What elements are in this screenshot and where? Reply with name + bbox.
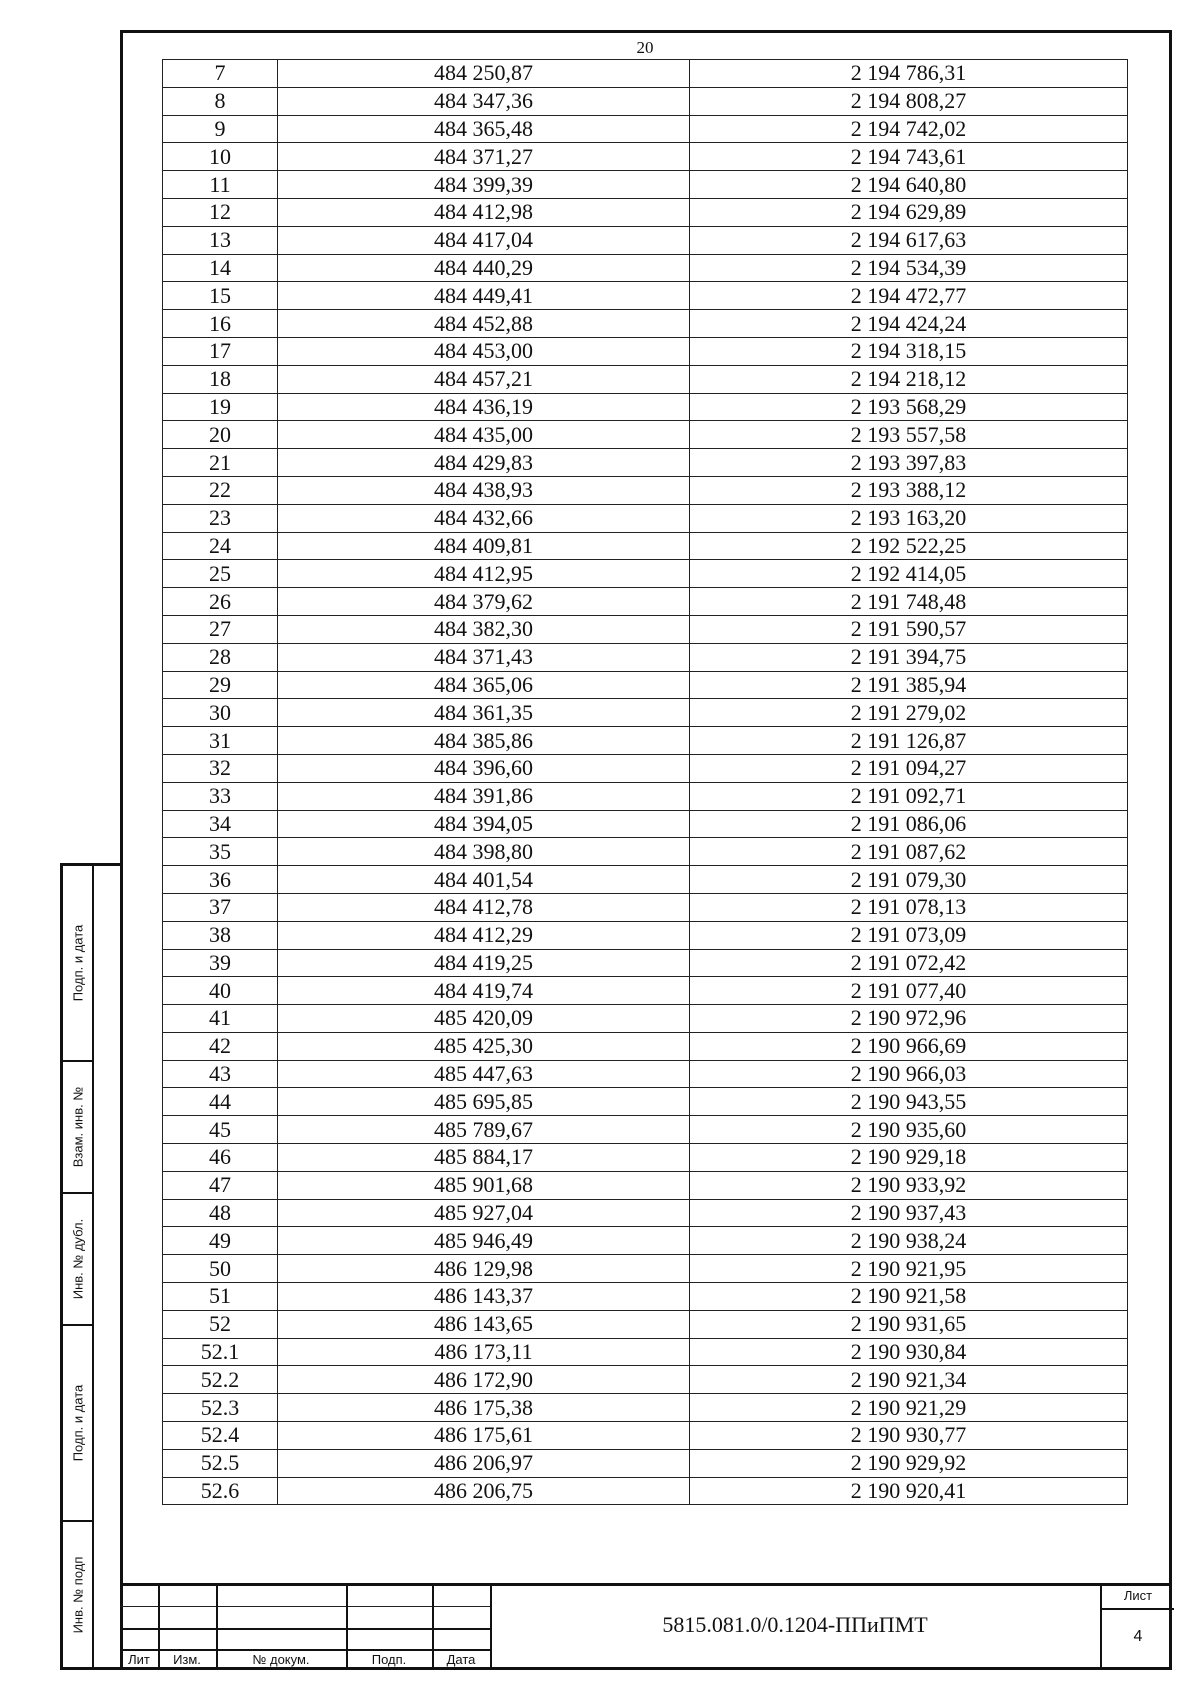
x-coordinate-cell: 484 429,83 <box>278 449 690 477</box>
header-date: Дата <box>446 1652 476 1667</box>
point-number-cell: 44 <box>163 1088 278 1116</box>
point-number-cell: 52.2 <box>163 1366 278 1394</box>
point-number-cell: 52.5 <box>163 1449 278 1477</box>
y-coordinate-cell: 2 193 568,29 <box>690 393 1128 421</box>
y-coordinate-cell: 2 193 388,12 <box>690 476 1128 504</box>
header-signature: Подп. <box>371 1652 407 1667</box>
x-coordinate-cell: 485 884,17 <box>278 1144 690 1172</box>
point-number-cell: 50 <box>163 1255 278 1283</box>
y-coordinate-cell: 2 192 414,05 <box>690 560 1128 588</box>
coordinates-table-body <box>163 60 1128 1505</box>
x-coordinate-cell: 484 419,74 <box>278 977 690 1005</box>
title-block <box>120 1583 1172 1670</box>
point-number-cell: 28 <box>163 643 278 671</box>
header-lit: Лит <box>128 1652 150 1667</box>
point-number-cell: 7 <box>163 60 278 88</box>
point-number-cell: 10 <box>163 143 278 171</box>
x-coordinate-cell: 484 435,00 <box>278 421 690 449</box>
point-number-cell: 40 <box>163 977 278 1005</box>
y-coordinate-cell: 2 194 424,24 <box>690 310 1128 338</box>
y-coordinate-cell: 2 190 943,55 <box>690 1088 1128 1116</box>
y-coordinate-cell: 2 190 931,65 <box>690 1310 1128 1338</box>
title-block-row-line <box>120 1649 490 1651</box>
table-row <box>163 1199 1128 1227</box>
x-coordinate-cell: 485 789,67 <box>278 1116 690 1144</box>
table-row <box>163 1032 1128 1060</box>
table-row <box>163 198 1128 226</box>
table-row <box>163 60 1128 88</box>
x-coordinate-cell: 484 250,87 <box>278 60 690 88</box>
point-number-cell: 19 <box>163 393 278 421</box>
point-number-cell: 45 <box>163 1116 278 1144</box>
y-coordinate-cell: 2 190 933,92 <box>690 1171 1128 1199</box>
y-coordinate-cell: 2 190 935,60 <box>690 1116 1128 1144</box>
x-coordinate-cell: 484 409,81 <box>278 532 690 560</box>
x-coordinate-cell: 484 379,62 <box>278 588 690 616</box>
x-coordinate-cell: 486 173,11 <box>278 1338 690 1366</box>
y-coordinate-cell: 2 191 092,71 <box>690 782 1128 810</box>
table-row <box>163 282 1128 310</box>
y-coordinate-cell: 2 190 921,29 <box>690 1394 1128 1422</box>
x-coordinate-cell: 485 901,68 <box>278 1171 690 1199</box>
y-coordinate-cell: 2 191 094,27 <box>690 754 1128 782</box>
title-block-row-line <box>120 1628 490 1630</box>
y-coordinate-cell: 2 190 966,03 <box>690 1060 1128 1088</box>
x-coordinate-cell: 484 361,35 <box>278 699 690 727</box>
point-number-cell: 49 <box>163 1227 278 1255</box>
point-number-cell: 48 <box>163 1199 278 1227</box>
table-row <box>163 921 1128 949</box>
table-row <box>163 1449 1128 1477</box>
point-number-cell: 25 <box>163 560 278 588</box>
table-row <box>163 1227 1128 1255</box>
y-coordinate-cell: 2 194 318,15 <box>690 337 1128 365</box>
x-coordinate-cell: 486 175,61 <box>278 1422 690 1450</box>
side-stamp <box>60 863 120 1670</box>
table-row <box>163 1171 1128 1199</box>
y-coordinate-cell: 2 190 937,43 <box>690 1199 1128 1227</box>
x-coordinate-cell: 486 172,90 <box>278 1366 690 1394</box>
x-coordinate-cell: 484 412,98 <box>278 198 690 226</box>
x-coordinate-cell: 484 385,86 <box>278 727 690 755</box>
table-row <box>163 699 1128 727</box>
table-row <box>163 1310 1128 1338</box>
y-coordinate-cell: 2 190 938,24 <box>690 1227 1128 1255</box>
sheet-box <box>1100 1586 1174 1670</box>
point-number-cell: 12 <box>163 198 278 226</box>
x-coordinate-cell: 484 396,60 <box>278 754 690 782</box>
x-coordinate-cell: 484 371,43 <box>278 643 690 671</box>
x-coordinate-cell: 484 412,95 <box>278 560 690 588</box>
header-change: Изм. <box>173 1652 201 1667</box>
point-number-cell: 52.4 <box>163 1422 278 1450</box>
side-label: Подп. и дата <box>70 924 86 1002</box>
point-number-cell: 18 <box>163 365 278 393</box>
table-row <box>163 365 1128 393</box>
table-row <box>163 754 1128 782</box>
side-stamp-divider <box>92 866 94 1667</box>
side-label: Инв. № дубл. <box>70 1218 86 1300</box>
y-coordinate-cell: 2 191 385,94 <box>690 671 1128 699</box>
x-coordinate-cell: 485 695,85 <box>278 1088 690 1116</box>
coordinates-table <box>162 59 1128 1505</box>
table-row <box>163 1338 1128 1366</box>
title-block-row-line <box>120 1606 490 1607</box>
y-coordinate-cell: 2 191 394,75 <box>690 643 1128 671</box>
point-number-cell: 31 <box>163 727 278 755</box>
table-row <box>163 1422 1128 1450</box>
point-number-cell: 29 <box>163 671 278 699</box>
y-coordinate-cell: 2 191 086,06 <box>690 810 1128 838</box>
x-coordinate-cell: 486 206,97 <box>278 1449 690 1477</box>
y-coordinate-cell: 2 190 930,77 <box>690 1422 1128 1450</box>
y-coordinate-cell: 2 190 921,34 <box>690 1366 1128 1394</box>
table-row <box>163 977 1128 1005</box>
x-coordinate-cell: 485 927,04 <box>278 1199 690 1227</box>
x-coordinate-cell: 484 453,00 <box>278 337 690 365</box>
table-row <box>163 421 1128 449</box>
y-coordinate-cell: 2 190 920,41 <box>690 1477 1128 1505</box>
x-coordinate-cell: 484 419,25 <box>278 949 690 977</box>
point-number-cell: 24 <box>163 532 278 560</box>
table-row <box>163 727 1128 755</box>
y-coordinate-cell: 2 194 617,63 <box>690 226 1128 254</box>
point-number-cell: 20 <box>163 421 278 449</box>
table-row <box>163 1060 1128 1088</box>
side-cell-original-inv <box>63 1522 93 1670</box>
y-coordinate-cell: 2 194 640,80 <box>690 171 1128 199</box>
x-coordinate-cell: 484 391,86 <box>278 782 690 810</box>
point-number-cell: 52 <box>163 1310 278 1338</box>
table-row <box>163 504 1128 532</box>
table-row <box>163 393 1128 421</box>
table-row <box>163 337 1128 365</box>
y-coordinate-cell: 2 190 921,95 <box>690 1255 1128 1283</box>
point-number-cell: 11 <box>163 171 278 199</box>
table-row <box>163 949 1128 977</box>
point-number-cell: 43 <box>163 1060 278 1088</box>
y-coordinate-cell: 2 194 534,39 <box>690 254 1128 282</box>
table-row <box>163 115 1128 143</box>
table-row <box>163 615 1128 643</box>
x-coordinate-cell: 484 365,06 <box>278 671 690 699</box>
x-coordinate-cell: 484 417,04 <box>278 226 690 254</box>
sheet-label: Лист <box>1123 1588 1153 1603</box>
table-row <box>163 476 1128 504</box>
table-row <box>163 1255 1128 1283</box>
x-coordinate-cell: 484 398,80 <box>278 838 690 866</box>
y-coordinate-cell: 2 191 078,13 <box>690 893 1128 921</box>
table-row <box>163 866 1128 894</box>
y-coordinate-cell: 2 190 930,84 <box>690 1338 1128 1366</box>
y-coordinate-cell: 2 191 279,02 <box>690 699 1128 727</box>
y-coordinate-cell: 2 190 966,69 <box>690 1032 1128 1060</box>
y-coordinate-cell: 2 191 087,62 <box>690 838 1128 866</box>
point-number-cell: 21 <box>163 449 278 477</box>
table-row <box>163 254 1128 282</box>
table-row <box>163 1116 1128 1144</box>
point-number-cell: 42 <box>163 1032 278 1060</box>
side-label: Взам. инв. № <box>70 1086 86 1168</box>
table-row <box>163 560 1128 588</box>
side-label: Подп. и дата <box>70 1384 86 1462</box>
table-row <box>163 143 1128 171</box>
point-number-cell: 41 <box>163 1005 278 1033</box>
table-row <box>163 226 1128 254</box>
y-coordinate-cell: 2 191 072,42 <box>690 949 1128 977</box>
y-coordinate-cell: 2 191 079,30 <box>690 866 1128 894</box>
table-row <box>163 449 1128 477</box>
table-row <box>163 643 1128 671</box>
x-coordinate-cell: 484 452,88 <box>278 310 690 338</box>
x-coordinate-cell: 484 432,66 <box>278 504 690 532</box>
x-coordinate-cell: 484 365,48 <box>278 115 690 143</box>
table-row <box>163 782 1128 810</box>
table-row <box>163 310 1128 338</box>
table-row <box>163 87 1128 115</box>
point-number-cell: 35 <box>163 838 278 866</box>
y-coordinate-cell: 2 190 972,96 <box>690 1005 1128 1033</box>
x-coordinate-cell: 484 436,19 <box>278 393 690 421</box>
table-row <box>163 893 1128 921</box>
y-coordinate-cell: 2 194 742,02 <box>690 115 1128 143</box>
side-cell-replace-inv <box>63 1062 93 1194</box>
side-cell-sign-date-1 <box>63 866 93 1062</box>
x-coordinate-cell: 486 143,37 <box>278 1283 690 1311</box>
point-number-cell: 13 <box>163 226 278 254</box>
point-number-cell: 36 <box>163 866 278 894</box>
table-row <box>163 532 1128 560</box>
x-coordinate-cell: 484 457,21 <box>278 365 690 393</box>
x-coordinate-cell: 484 438,93 <box>278 476 690 504</box>
y-coordinate-cell: 2 191 590,57 <box>690 615 1128 643</box>
y-coordinate-cell: 2 194 472,77 <box>690 282 1128 310</box>
point-number-cell: 39 <box>163 949 278 977</box>
point-number-cell: 23 <box>163 504 278 532</box>
y-coordinate-cell: 2 193 163,20 <box>690 504 1128 532</box>
point-number-cell: 9 <box>163 115 278 143</box>
point-number-cell: 52.1 <box>163 1338 278 1366</box>
header-doc-number: № докум. <box>252 1652 310 1667</box>
y-coordinate-cell: 2 194 218,12 <box>690 365 1128 393</box>
side-label: Инв. № подп <box>70 1556 86 1634</box>
y-coordinate-cell: 2 191 126,87 <box>690 727 1128 755</box>
x-coordinate-cell: 486 206,75 <box>278 1477 690 1505</box>
x-coordinate-cell: 484 412,78 <box>278 893 690 921</box>
table-row <box>163 588 1128 616</box>
x-coordinate-cell: 484 382,30 <box>278 615 690 643</box>
x-coordinate-cell: 485 447,63 <box>278 1060 690 1088</box>
x-coordinate-cell: 485 420,09 <box>278 1005 690 1033</box>
y-coordinate-cell: 2 194 808,27 <box>690 87 1128 115</box>
y-coordinate-cell: 2 191 748,48 <box>690 588 1128 616</box>
y-coordinate-cell: 2 194 786,31 <box>690 60 1128 88</box>
table-row <box>163 1366 1128 1394</box>
x-coordinate-cell: 484 394,05 <box>278 810 690 838</box>
table-row <box>163 171 1128 199</box>
table-row <box>163 838 1128 866</box>
y-coordinate-cell: 2 194 629,89 <box>690 198 1128 226</box>
point-number-cell: 52.3 <box>163 1394 278 1422</box>
x-coordinate-cell: 484 399,39 <box>278 171 690 199</box>
x-coordinate-cell: 484 440,29 <box>278 254 690 282</box>
y-coordinate-cell: 2 190 921,58 <box>690 1283 1128 1311</box>
table-row <box>163 1394 1128 1422</box>
y-coordinate-cell: 2 190 929,92 <box>690 1449 1128 1477</box>
table-row <box>163 1477 1128 1505</box>
x-coordinate-cell: 484 371,27 <box>278 143 690 171</box>
table-row <box>163 1005 1128 1033</box>
point-number-cell: 46 <box>163 1144 278 1172</box>
point-number-cell: 27 <box>163 615 278 643</box>
point-number-cell: 32 <box>163 754 278 782</box>
point-number-cell: 17 <box>163 337 278 365</box>
y-coordinate-cell: 2 192 522,25 <box>690 532 1128 560</box>
point-number-cell: 47 <box>163 1171 278 1199</box>
point-number-cell: 26 <box>163 588 278 616</box>
side-cell-dup-inv <box>63 1194 93 1326</box>
page-number: 20 <box>636 38 654 57</box>
table-row <box>163 671 1128 699</box>
x-coordinate-cell: 486 175,38 <box>278 1394 690 1422</box>
y-coordinate-cell: 2 193 557,58 <box>690 421 1128 449</box>
point-number-cell: 51 <box>163 1283 278 1311</box>
sheet-box-divider <box>1102 1608 1174 1610</box>
y-coordinate-cell: 2 191 073,09 <box>690 921 1128 949</box>
x-coordinate-cell: 484 449,41 <box>278 282 690 310</box>
table-row <box>163 1144 1128 1172</box>
table-row <box>163 1283 1128 1311</box>
side-cell-sign-date-2 <box>63 1326 93 1522</box>
x-coordinate-cell: 484 412,29 <box>278 921 690 949</box>
x-coordinate-cell: 484 401,54 <box>278 866 690 894</box>
x-coordinate-cell: 485 425,30 <box>278 1032 690 1060</box>
x-coordinate-cell: 486 129,98 <box>278 1255 690 1283</box>
point-number-cell: 8 <box>163 87 278 115</box>
x-coordinate-cell: 484 347,36 <box>278 87 690 115</box>
table-row <box>163 1088 1128 1116</box>
point-number-cell: 52.6 <box>163 1477 278 1505</box>
y-coordinate-cell: 2 193 397,83 <box>690 449 1128 477</box>
point-number-cell: 34 <box>163 810 278 838</box>
table-row <box>163 810 1128 838</box>
x-coordinate-cell: 485 946,49 <box>278 1227 690 1255</box>
x-coordinate-cell: 486 143,65 <box>278 1310 690 1338</box>
point-number-cell: 37 <box>163 893 278 921</box>
point-number-cell: 22 <box>163 476 278 504</box>
y-coordinate-cell: 2 194 743,61 <box>690 143 1128 171</box>
document-number: 5815.081.0/0.1204-ППиПМТ <box>662 1612 928 1637</box>
point-number-cell: 15 <box>163 282 278 310</box>
point-number-cell: 30 <box>163 699 278 727</box>
y-coordinate-cell: 2 190 929,18 <box>690 1144 1128 1172</box>
point-number-cell: 38 <box>163 921 278 949</box>
y-coordinate-cell: 2 191 077,40 <box>690 977 1128 1005</box>
point-number-cell: 33 <box>163 782 278 810</box>
sheet-number: 4 <box>1133 1628 1143 1645</box>
point-number-cell: 14 <box>163 254 278 282</box>
point-number-cell: 16 <box>163 310 278 338</box>
